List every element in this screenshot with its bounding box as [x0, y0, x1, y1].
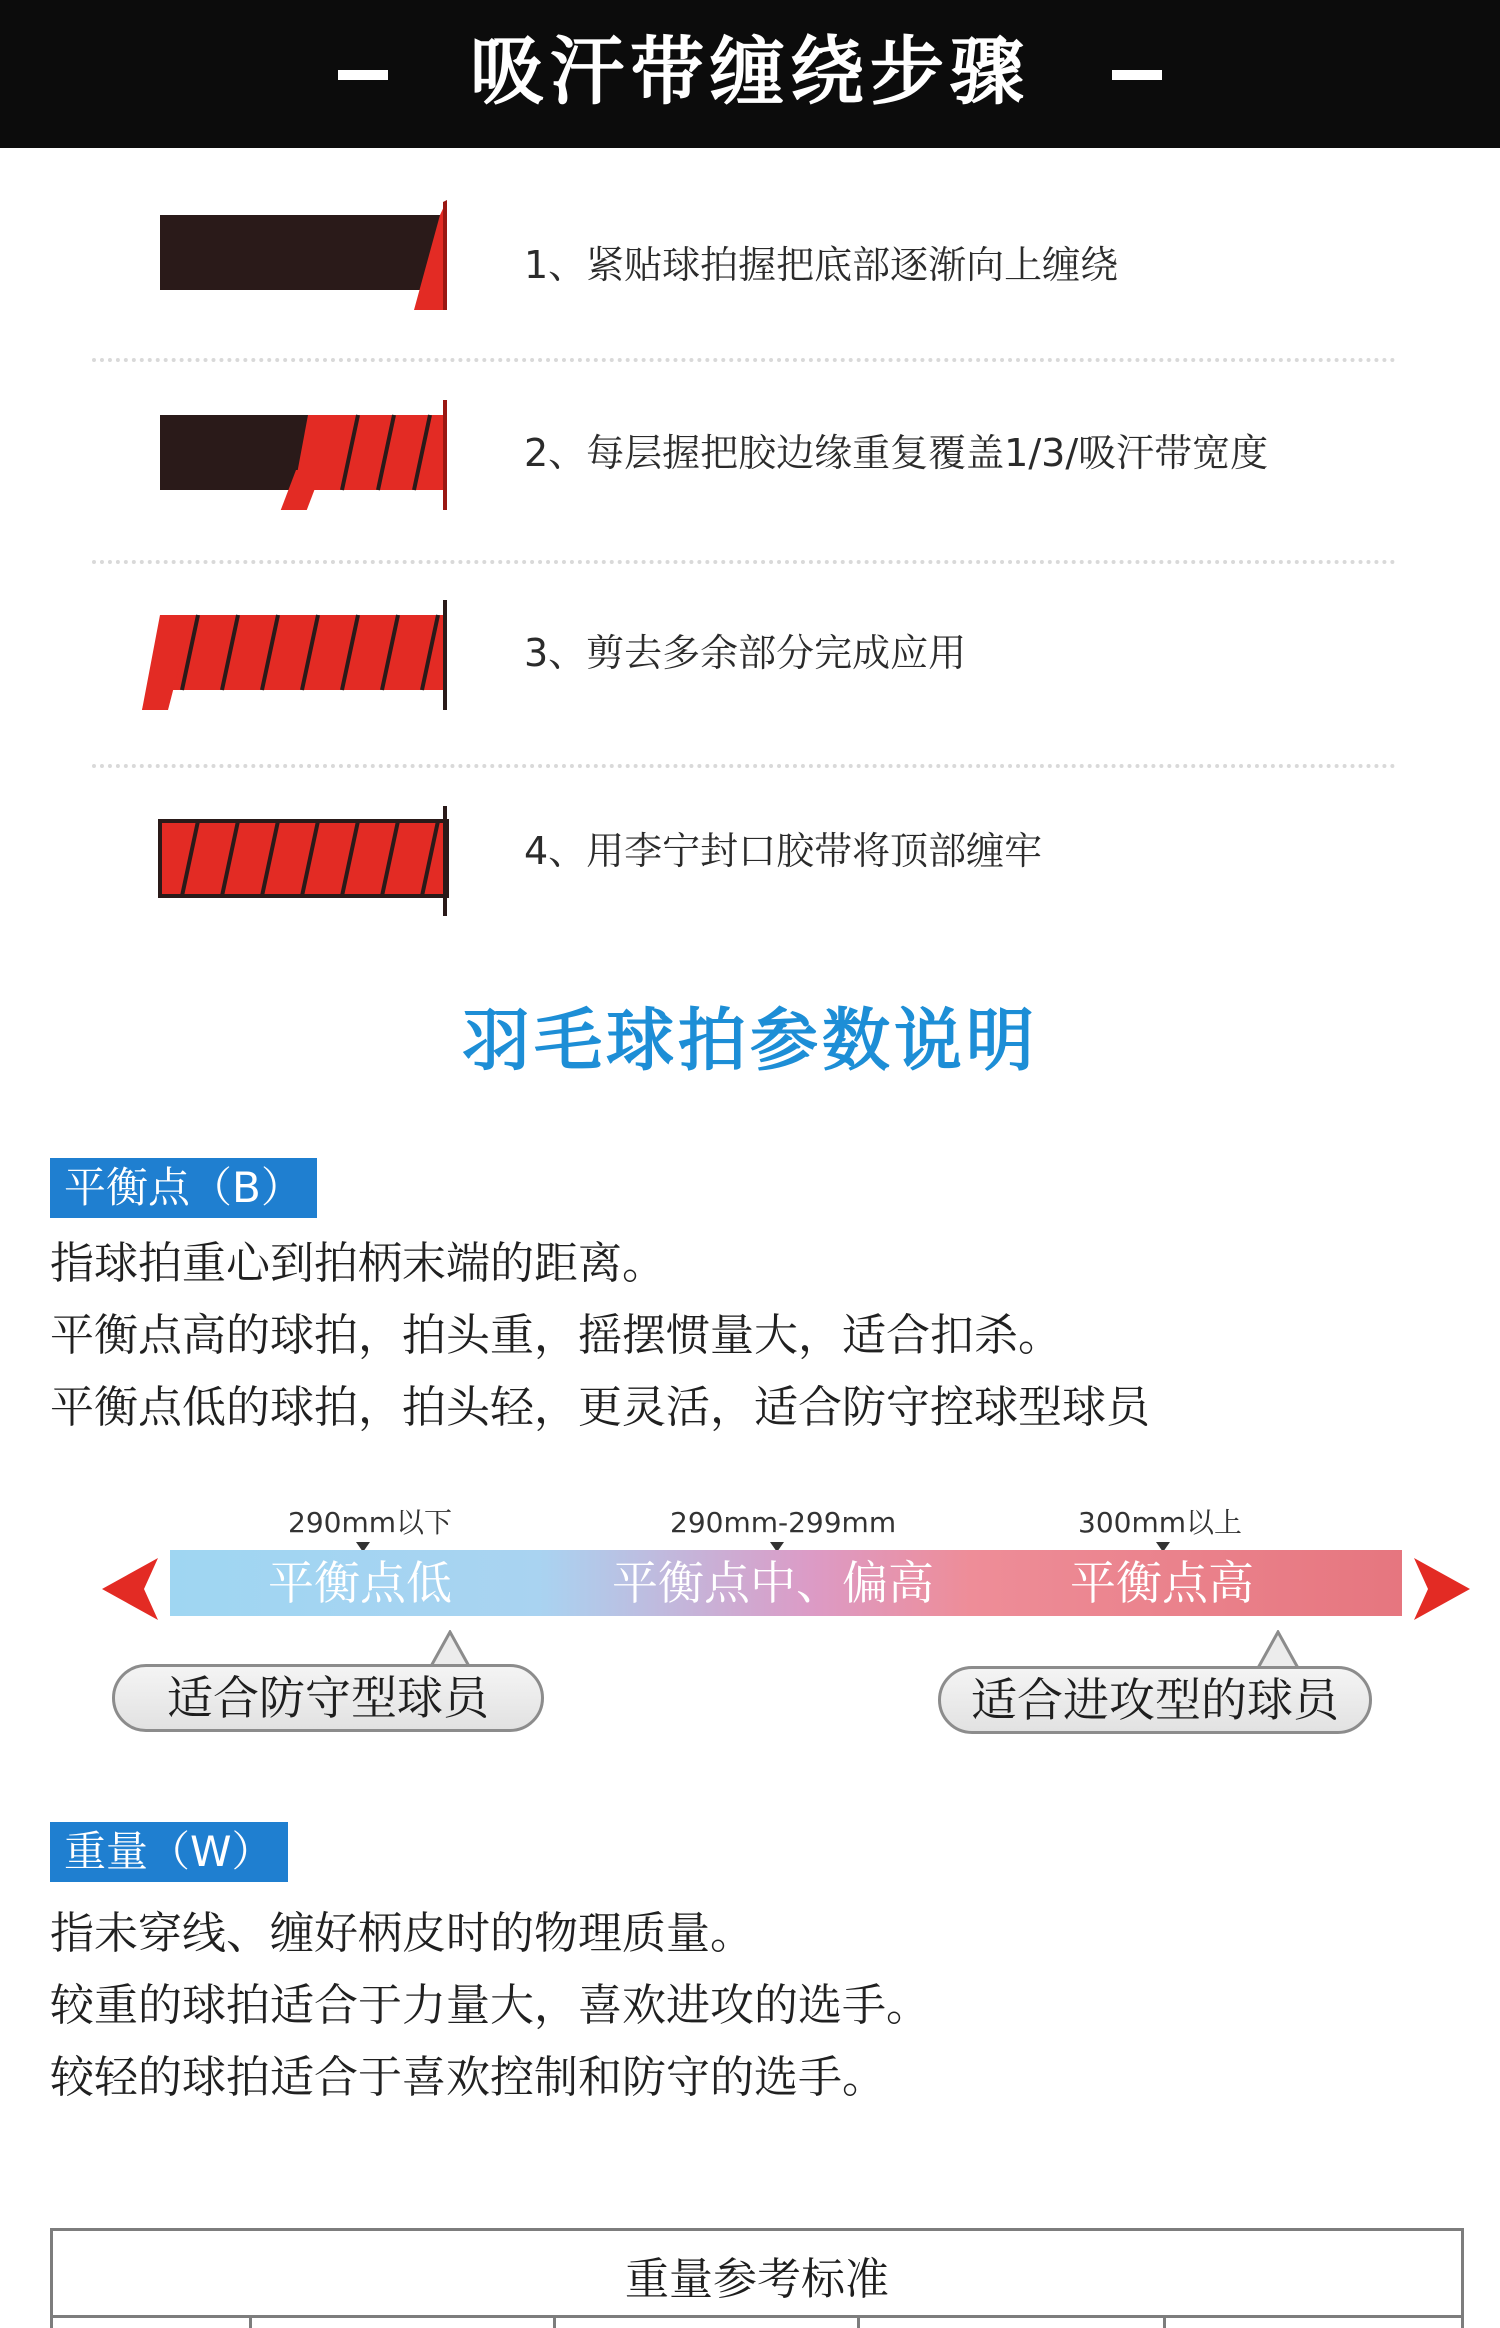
page-title: 吸汗带缠绕步骤: [470, 29, 1030, 115]
grip-wrap-step-1-icon: [130, 200, 470, 310]
step-divider: [92, 358, 1396, 362]
step-divider: [92, 560, 1396, 564]
grip-wrap-step-3-icon: [130, 600, 470, 710]
range-label-high: 300mm以上: [1078, 1506, 1242, 1539]
balance-line-3: 平衡点低的球拍，拍头轻，更灵活，适合防守控球型球员: [50, 1382, 1150, 1433]
segment-mid: 平衡点中、偏高: [612, 1556, 934, 1610]
step-divider: [92, 764, 1396, 768]
step-2-text: 2、每层握把胶边缘重复覆盖1/3/吸汗带宽度: [524, 431, 1269, 475]
step-1-text: 1、紧贴球拍握把底部逐渐向上缠绕: [524, 243, 1119, 287]
step-4-text: 4、用李宁封口胶带将顶部缠牢: [524, 829, 1043, 873]
range-label-low: 290mm以下: [288, 1506, 452, 1539]
weight-line-3: 较轻的球拍适合于喜欢控制和防守的选手。: [50, 2052, 886, 2103]
section-title: 羽毛球拍参数说明: [461, 1002, 1038, 1081]
weight-line-1: 指未穿线、缠好柄皮时的物理质量。: [50, 1908, 754, 1959]
weight-reference-table: [50, 2228, 1464, 2328]
table-row-divider: [53, 2315, 1461, 2318]
grip-wrap-step-4-icon: [130, 806, 470, 916]
defensive-player-bubble: 适合防守型球员: [112, 1664, 544, 1732]
balance-line-2: 平衡点高的球拍，拍头重，摇摆惯量大，适合扣杀。: [50, 1310, 1062, 1361]
header-right-dash: [1112, 70, 1162, 80]
step-3-text: 3、剪去多余部分完成应用: [524, 631, 967, 675]
grip-wrap-step-2-icon: [130, 400, 470, 510]
range-label-mid: 290mm-299mm: [670, 1506, 897, 1539]
segment-low: 平衡点低: [268, 1556, 452, 1610]
segment-high: 平衡点高: [1070, 1556, 1254, 1610]
arrow-right-icon: [1410, 1558, 1470, 1620]
header-bar: [0, 0, 1500, 148]
offensive-player-bubble: 适合进攻型的球员: [938, 1666, 1372, 1734]
weight-tag: 重量（W）: [50, 1822, 288, 1882]
weight-line-2: 较重的球拍适合于力量大，喜欢进攻的选手。: [50, 1980, 930, 2031]
arrow-left-icon: [102, 1558, 162, 1620]
balance-line-1: 指球拍重心到拍柄末端的距离。: [50, 1238, 666, 1289]
balance-tag: 平衡点（B）: [50, 1158, 317, 1218]
bubble-pointer: [1256, 1630, 1300, 1670]
table-caption: 重量参考标准: [625, 2254, 889, 2305]
